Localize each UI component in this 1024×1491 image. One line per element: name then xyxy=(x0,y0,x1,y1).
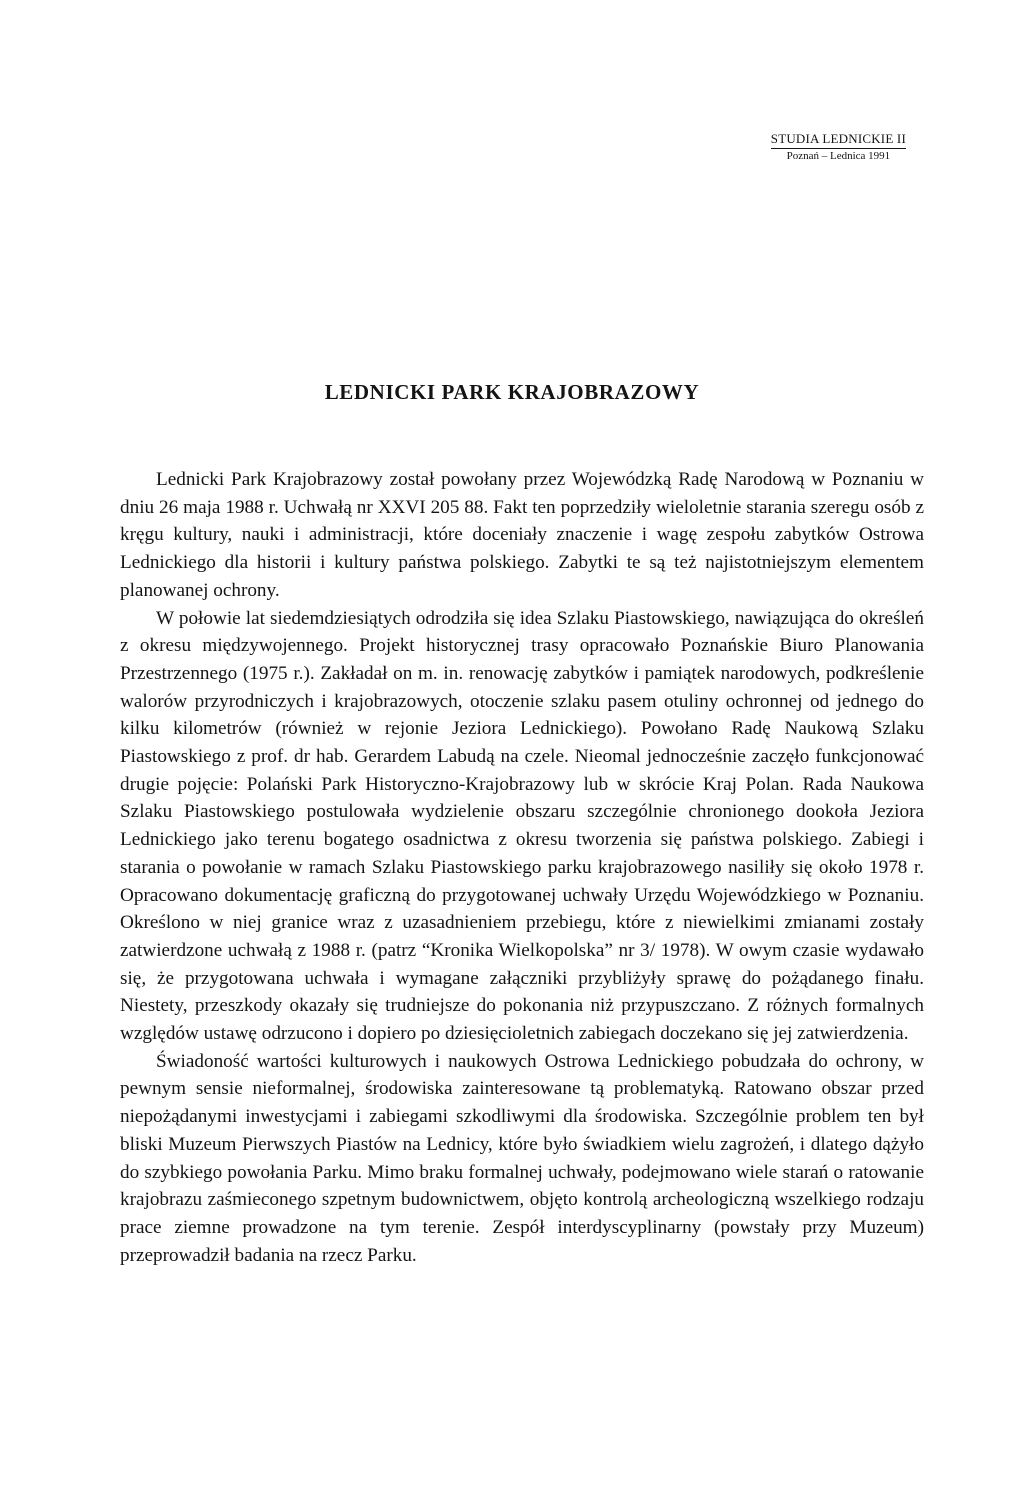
paragraph: Świadoność wartości kulturowych i naukowych Ostrowa Lednickiego pobudzała do ochrony, w pewnym sensie nieformalnej, środowiska zainteresowane tą problematyką. Ratowano obszar przed niepożądanymi inwestycjami i zabiegami szkodliwymi dla środowiska. Szczególnie problem ten był bliski Muzeum Pierwszych Piastów na Lednicy, które było świadkiem wielu zagrożeń, i dlatego dążyło do szybkiego powołania Parku. Mimo braku formalnej uchwały, podejmowano wiele starań o ratowanie krajobrazu zaśmieconego szpetnym budownictwem, objęto kontrolą archeologiczną wszelkiego rodzaju prace ziemne prowadzone na tym terenie. Zespół interdyscyplinarny (powstały przy Muzeum) przeprowadził badania na rzecz Parku. xyxy=(120,1050,924,1266)
publication-place-year: Poznań – Lednica 1991 xyxy=(786,149,891,162)
article-body xyxy=(120,466,924,1269)
journal-name: STUDIA LEDNICKIE II xyxy=(771,132,906,149)
article-title: LEDNICKI PARK KRAJOBRAZOWY xyxy=(324,380,700,405)
paragraph: Lednicki Park Krajobrazowy został powołany przez Wojewódzką Radę Narodową w Poznaniu w dniu 26 maja 1988 r. Uchwałą nr XXVI 205 88. Fakt ten poprzedziły wieloletnie starania szeregu osób z kręgu kultury, nauki i administracji, które doceniały znaczenie i wagę zespołu zabytków Ostrowa Lednickiego dla historii i kultury państwa polskiego. Zabytki te są też najistotniejszym elementem planowanej ochrony. xyxy=(120,469,924,601)
paragraph: W połowie lat siedemdziesiątych odrodziła się idea Szlaku Piastowskiego, nawiązująca do określeń z okresu międzywojennego. Projekt historycznej trasy opracowało Poznańskie Biuro Planowania Przestrzennego (1975 r.). Zakładał on m. in. renowację zabytków i pamiątek narodowych, podkreślenie walorów przyrodniczych i krajobrazowych, otoczenie szlaku pasem otuliny ochronnej od jednego do kilku kilometrów (również w rejonie Jeziora Lednickiego). Powołano Radę Naukową Szlaku Piastowskiego z prof. dr hab. Gerardem Labudą na czele. Nieomal jednocześnie zaczęło funkcjonować drugie pojęcie: Polański Park Historyczno-Krajobrazowy lub w skrócie Kraj Polan. Rada Naukowa Szlaku Piastowskiego postulowała wydzielenie obszaru szczególnie chronionego dookoła Jeziora Lednickiego jako terenu bogatego osadnictwa z okresu tworzenia się państwa polskiego. Zabiegi i starania o powołanie w ramach Szlaku Piastowskiego parku krajobrazowego nasiliły się około 1978 r. Opracowano dokumentację graficzną do przygotowanej uchwały Urzędu Wojewódzkiego w Poznaniu. Określono w niej granice wraz z uzasadnieniem przebiegu, które z niewielkimi zmianami zostały zatwierdzone uchwałą z 1988 r. (patrz “Kronika Wielkopolska” nr 3/ 1978). W owym czasie wydawało się, że przygotowana uchwała i wymagane załączniki przybliżyły sprawę do pożądanego finału. Niestety, przeszkody okazały się trudniejsze do pokonania niż przypuszczano. Z różnych formalnych względów ustawę odrzucono i dopiero po dziesięcioletnich zabiegach doczekano się jej zatwierdzenia. xyxy=(120,607,924,1045)
running-header xyxy=(771,132,906,163)
